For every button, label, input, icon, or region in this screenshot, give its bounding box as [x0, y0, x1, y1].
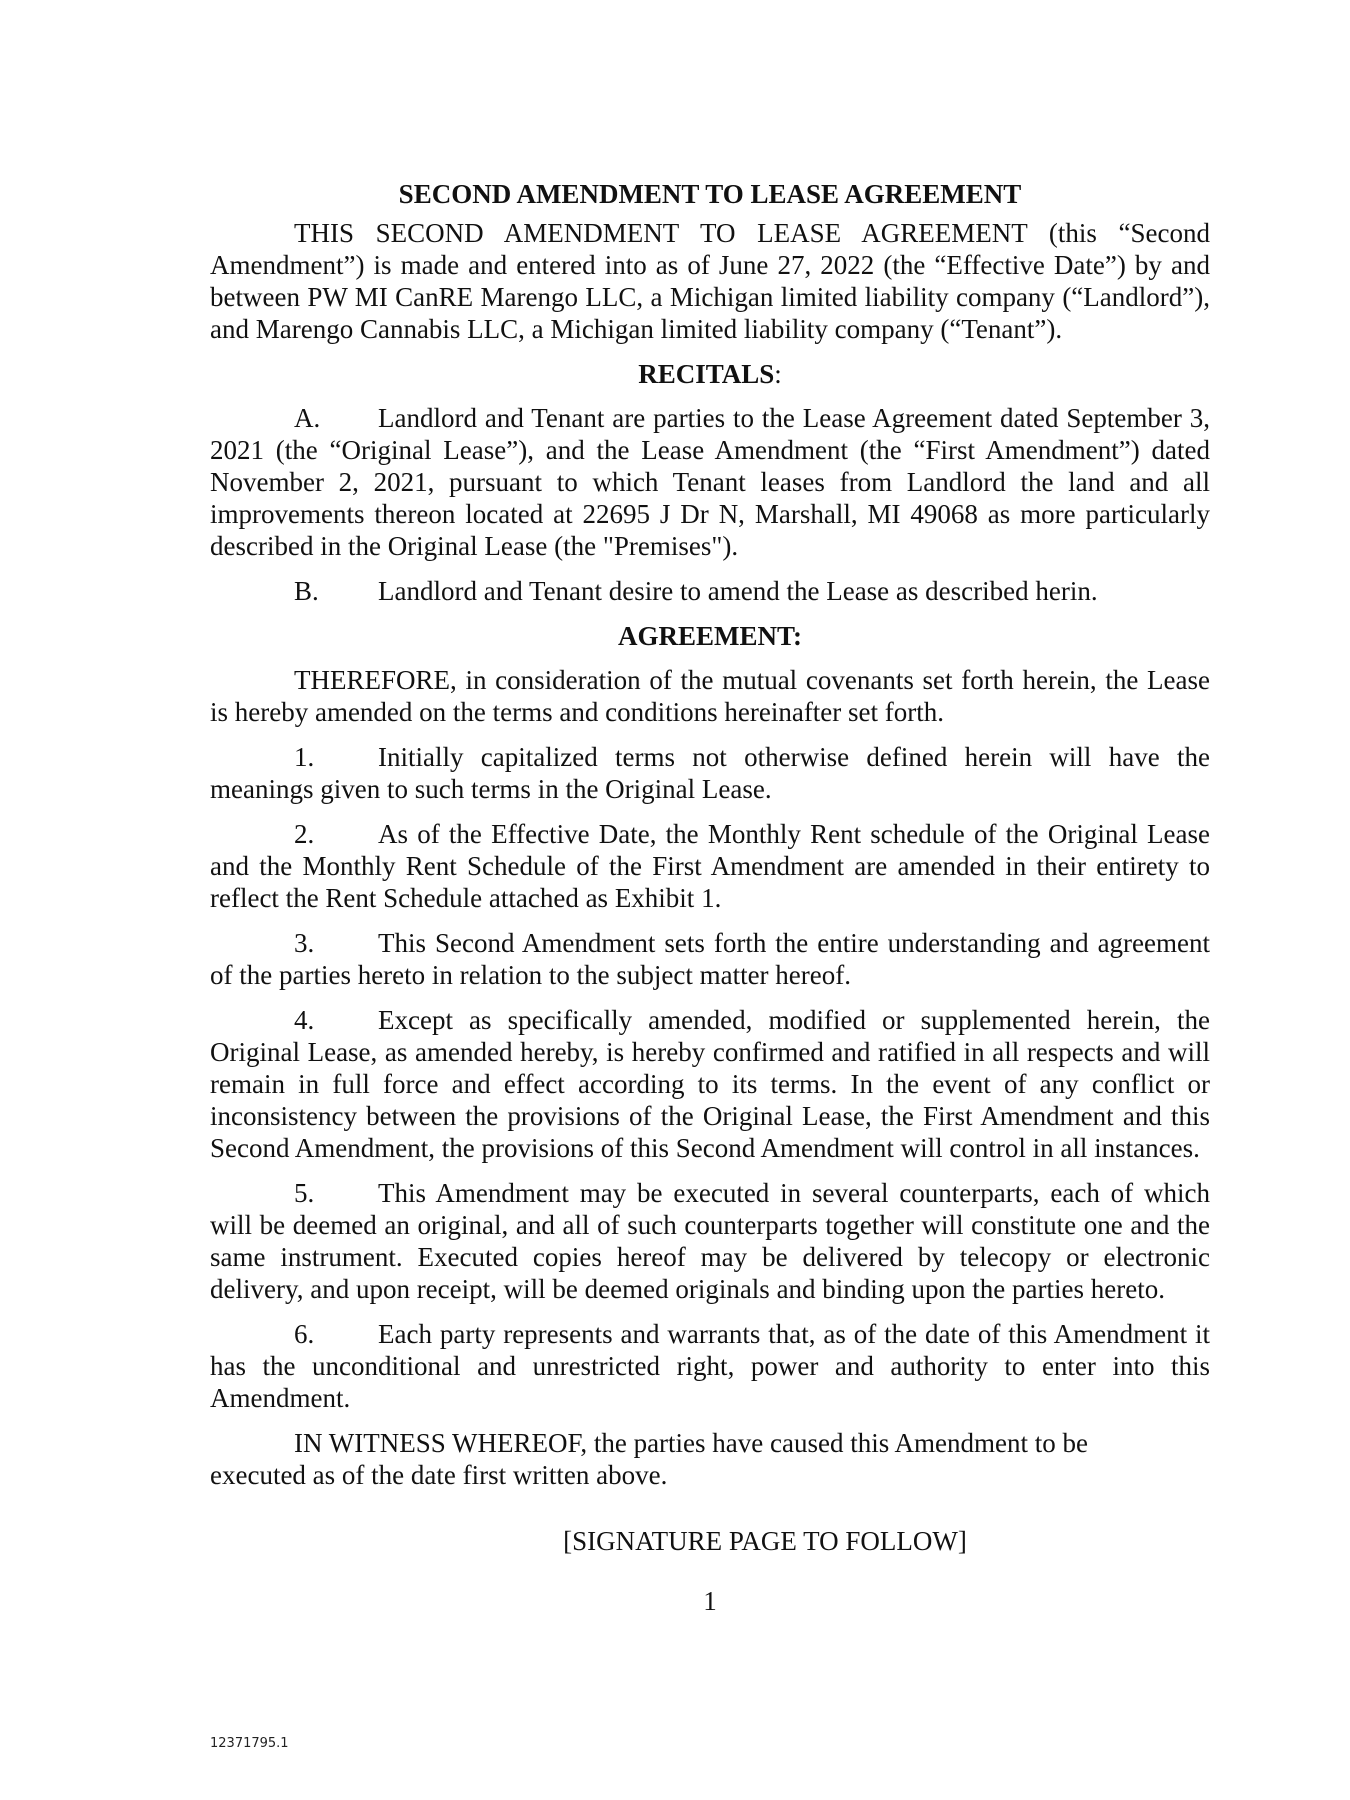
clause-number: 4. [294, 1005, 315, 1035]
clause-number: 5. [294, 1178, 315, 1208]
clause-text: This Amendment may be executed in several counterparts, each of which will be deemed an original, and all of such counterparts together will constitute one and the same instrument. Executed copies hereof may be delivered by telecopy or electronic delivery, and upon receipt, will be deemed originals and binding upon the parties hereto. [210, 1178, 1210, 1304]
clause-3 [210, 927, 1210, 991]
document-title: SECOND AMENDMENT TO LEASE AGREEMENT [398, 179, 1022, 209]
document-id: 12371795.1 [210, 1736, 289, 1751]
page-number: 1 [703, 1586, 717, 1616]
signature-page-note: [SIGNATURE PAGE TO FOLLOW] [563, 1526, 967, 1556]
clause-6 [210, 1318, 1210, 1414]
recital-text: Landlord and Tenant desire to amend the Lease as described herin. [378, 576, 1098, 606]
clause-5 [210, 1177, 1210, 1305]
clause-text: Each party represents and warrants that, as of the date of this Amendment it has the unconditional and unrestricted right, power and authority to enter into this Amendment. [210, 1319, 1210, 1413]
clause-text: Except as specifically amended, modified or supplemented herein, the Original Lease, as amended hereby, is hereby confirmed and ratified in all respects and will remain in full force and effect according to its terms. In the event of any conflict or inconsistency between the provisions of the Original Lease, the First Amendment and this Second Amendment, the provisions of this Second Amendment will control in all instances. [210, 1005, 1210, 1163]
clause-text: As of the Effective Date, the Monthly Rent schedule of the Original Lease and the Monthly Rent Schedule of the First Amendment are amended in their entirety to reflect the Rent Schedule attached as Exhibit 1. [210, 819, 1210, 913]
clause-1 [210, 741, 1210, 805]
agreement-heading: AGREEMENT: [617, 621, 802, 651]
clause-number: 6. [294, 1319, 315, 1349]
recital-a [210, 402, 1210, 562]
clause-text: This Second Amendment sets forth the entire understanding and agreement of the parties hereto in relation to the subject matter hereof. [210, 928, 1210, 990]
document-page [210, 178, 1210, 1617]
clause-number: 1. [294, 742, 315, 772]
clause-2 [210, 818, 1210, 914]
recitals-heading-text: RECITALS [638, 359, 775, 389]
intro-paragraph: THIS SECOND AMENDMENT TO LEASE AGREEMENT (this “Second Amendment”) is made and entered into as of June 27, 2022 (the “Effective Date”) by and between PW MI CanRE Marengo LLC, a Michigan limited liability company (“Landlord”), and Marengo Cannabis LLC, a Michigan limited liability company (“Tenant”). [210, 218, 1210, 344]
clause-4 [210, 1004, 1210, 1164]
recitals-heading [210, 358, 1210, 390]
recital-text: Landlord and Tenant are parties to the Lease Agreement dated September 3, 2021 (the “Original Lease”), and the Lease Amendment (the “First Amendment”) dated November 2, 2021, pursuant to which Tenant leases from Landlord the land and all improvements thereon located at 22695 J Dr N, Marshall, MI 49068 as more particularly described in the Original Lease (the "Premises"). [210, 403, 1210, 561]
recitals-heading-colon: : [774, 359, 782, 389]
recital-b [210, 575, 1210, 607]
witness-paragraph: IN WITNESS WHEREOF, the parties have caused this Amendment to be executed as of the date first written above. [210, 1428, 1088, 1490]
clause-number: 3. [294, 928, 315, 958]
therefore-paragraph: THEREFORE, in consideration of the mutual covenants set forth herein, the Lease is hereby amended on the terms and conditions hereinafter set forth. [210, 665, 1210, 727]
clause-number: 2. [294, 819, 315, 849]
clause-text: Initially capitalized terms not otherwise defined herein will have the meanings given to such terms in the Original Lease. [210, 742, 1210, 804]
recital-label: A. [294, 403, 321, 433]
recital-label: B. [294, 576, 319, 606]
